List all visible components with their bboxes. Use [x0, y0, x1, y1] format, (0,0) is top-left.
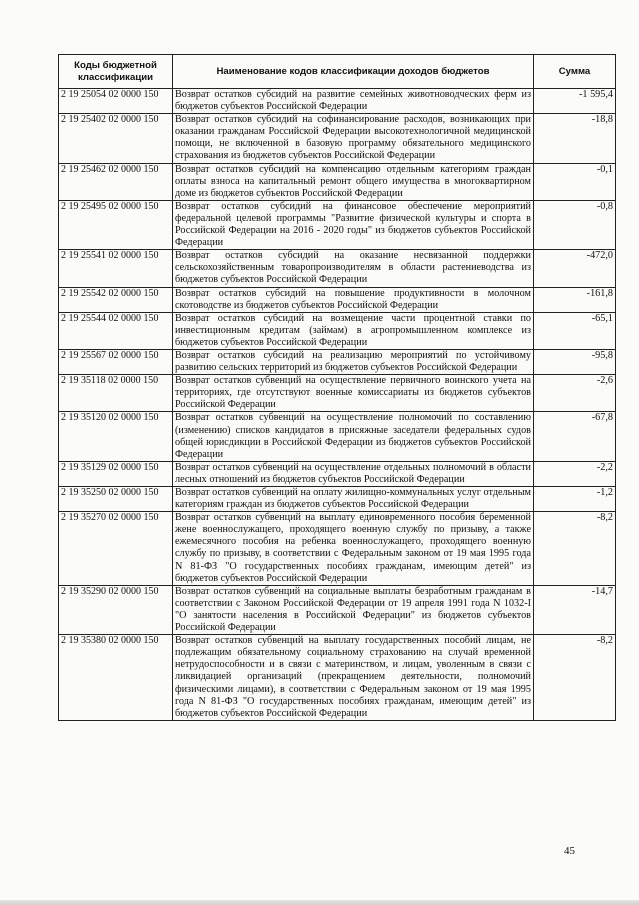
page-number: 45	[564, 845, 575, 857]
table-row	[59, 349, 616, 374]
row-sum: -1 595,4	[534, 89, 616, 114]
header-sum: Сумма	[534, 55, 616, 89]
row-code: 2 19 35250 02 0000 150	[59, 487, 173, 512]
budget-classification-table	[58, 54, 616, 721]
table-row	[59, 585, 616, 634]
row-name: Возврат остатков субвенций на социальные выплаты безработным гражданам в соответствии с Законом Российской Федерации от 19 апреля 1991 года N 1032-I "О занятости населения в Российской Федерации" из бюджетов субъектов Российской Федерации	[173, 585, 534, 634]
table-row	[59, 412, 616, 461]
row-code: 2 19 25402 02 0000 150	[59, 114, 173, 163]
row-name: Возврат остатков субсидий на возмещение части процентной ставки по инвестиционным кредитам (займам) в агропромышленном комплексе из бюджетов субъектов Российской Федерации	[173, 312, 534, 349]
table-row	[59, 635, 616, 721]
row-sum: -1,2	[534, 487, 616, 512]
row-code: 2 19 25542 02 0000 150	[59, 287, 173, 312]
row-name: Возврат остатков субвенций на осуществление полномочий по составлению (изменению) списков кандидатов в присяжные заседатели федеральных судов общей юрисдикции в Российской Федерации из бюджетов субъектов Российской Федерации	[173, 412, 534, 461]
row-name: Возврат остатков субсидий на повышение продуктивности в молочном скотоводстве из бюджетов субъектов Российской Федерации	[173, 287, 534, 312]
row-code: 2 19 35290 02 0000 150	[59, 585, 173, 634]
table-row	[59, 512, 616, 586]
row-name: Возврат остатков субвенций на осуществление первичного воинского учета на территориях, где отсутствуют военные комиссариаты из бюджетов субъектов Российской Федерации	[173, 375, 534, 412]
row-code: 2 19 25054 02 0000 150	[59, 89, 173, 114]
row-code: 2 19 25495 02 0000 150	[59, 200, 173, 249]
row-sum: -67,8	[534, 412, 616, 461]
row-name: Возврат остатков субсидий на реализацию мероприятий по устойчивому развитию сельских территорий из бюджетов субъектов Российской Федерации	[173, 349, 534, 374]
row-name: Возврат остатков субвенций на выплату единовременного пособия беременной жене военнослужащего, проходящего военную службу по призыву, а также ежемесячного пособия на ребенка военнослужащего, проходящего военную службу по призыву, в соответствии с Федеральным законом от 19 мая 1995 года N 81-ФЗ "О государственных пособиях гражданам, имеющим детей" из бюджетов субъектов Российской Федерации	[173, 512, 534, 586]
table-row	[59, 163, 616, 200]
table-row	[59, 312, 616, 349]
row-name: Возврат остатков субсидий на компенсацию отдельным категориям граждан оплаты взноса на капитальный ремонт общего имущества в многоквартирном доме из бюджетов субъектов Российской Федерации	[173, 163, 534, 200]
table-row	[59, 250, 616, 287]
row-code: 2 19 35129 02 0000 150	[59, 461, 173, 486]
row-name: Возврат остатков субвенций на осуществление отдельных полномочий в области лесных отношений из бюджетов субъектов Российской Федерации	[173, 461, 534, 486]
scan-bottom-edge	[0, 900, 639, 905]
row-code: 2 19 25567 02 0000 150	[59, 349, 173, 374]
header-name: Наименование кодов классификации доходов бюджетов	[173, 55, 534, 89]
table-row	[59, 114, 616, 163]
row-name: Возврат остатков субсидий на развитие семейных животноводческих ферм из бюджетов субъектов Российской Федерации	[173, 89, 534, 114]
row-sum: -2,6	[534, 375, 616, 412]
table-row	[59, 375, 616, 412]
row-code: 2 19 35120 02 0000 150	[59, 412, 173, 461]
row-sum: -0,1	[534, 163, 616, 200]
row-name: Возврат остатков субвенций на оплату жилищно-коммунальных услуг отдельным категориям граждан из бюджетов субъектов Российской Федерации	[173, 487, 534, 512]
table-row	[59, 461, 616, 486]
table-row	[59, 287, 616, 312]
row-code: 2 19 35118 02 0000 150	[59, 375, 173, 412]
row-name: Возврат остатков субсидий на софинансирование расходов, возникающих при оказании гражданам Российской Федерации высокотехнологичной медицинской помощи, не включенной в базовую программу обязательного медицинского страхования из бюджетов субъектов Российской Федерации	[173, 114, 534, 163]
row-name: Возврат остатков субсидий на оказание несвязанной поддержки сельскохозяйственным товаропроизводителям в области растениеводства из бюджетов субъектов Российской Федерации	[173, 250, 534, 287]
table-header-row	[59, 55, 616, 89]
row-sum: -161,8	[534, 287, 616, 312]
header-code: Коды бюджетной классификации	[59, 55, 173, 89]
row-sum: -472,0	[534, 250, 616, 287]
table-row	[59, 200, 616, 249]
table-row	[59, 487, 616, 512]
row-sum: -95,8	[534, 349, 616, 374]
row-code: 2 19 25462 02 0000 150	[59, 163, 173, 200]
row-sum: -14,7	[534, 585, 616, 634]
row-code: 2 19 25544 02 0000 150	[59, 312, 173, 349]
row-code: 2 19 35380 02 0000 150	[59, 635, 173, 721]
row-sum: -2,2	[534, 461, 616, 486]
table-row	[59, 89, 616, 114]
row-name: Возврат остатков субсидий на финансовое обеспечение мероприятий федеральной целевой программы "Развитие физической культуры и спорта в Российской Федерации на 2016 - 2020 годы" из бюджетов субъектов Российской Федерации	[173, 200, 534, 249]
row-code: 2 19 35270 02 0000 150	[59, 512, 173, 586]
row-sum: -65,1	[534, 312, 616, 349]
row-sum: -18,8	[534, 114, 616, 163]
row-sum: -0,8	[534, 200, 616, 249]
row-sum: -8,2	[534, 635, 616, 721]
row-name: Возврат остатков субвенций на выплату государственных пособий лицам, не подлежащим обязательному социальному страхованию на случай временной нетрудоспособности и в связи с материнством, и лицам, уволенным в связи с ликвидацией организаций (прекращением деятельности, полномочий физическими лицами), в соответствии с Федеральным законом от 19 мая 1995 года N 81-ФЗ "О государственных пособиях гражданам, имеющим детей" из бюджетов субъектов Российской Федерации	[173, 635, 534, 721]
row-sum: -8,2	[534, 512, 616, 586]
row-code: 2 19 25541 02 0000 150	[59, 250, 173, 287]
